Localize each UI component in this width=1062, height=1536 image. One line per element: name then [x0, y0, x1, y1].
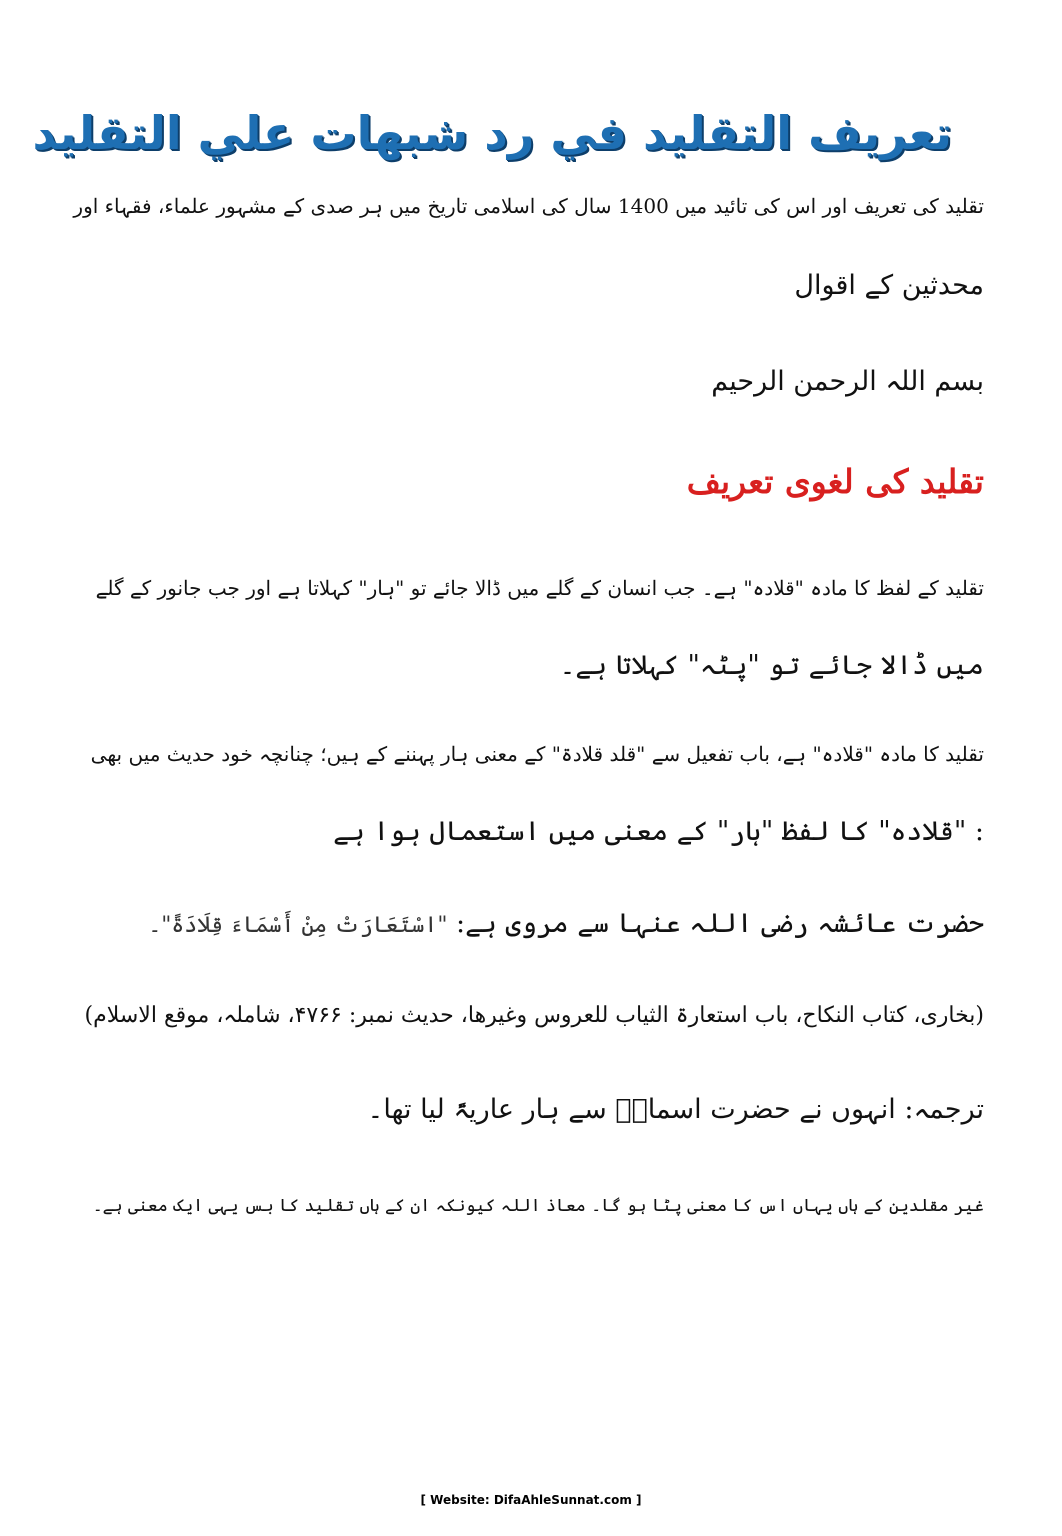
hadith-line [148, 884, 984, 966]
hadith-arabic: "اسْتَعَارَتْ مِنْ أَسْمَاءَ قِلَادَةً"۔ [148, 913, 448, 938]
paragraph-1-line-1: تقلید کے لفظ کا مادہ "قلادہ" ہے۔ جب انسان کے گلے میں ڈالا جائے تو "ہار" کہلاتا ہے اور جب جانور کے گلے [95, 576, 984, 600]
intro-line-2: محدثین کے اقوال [794, 270, 984, 301]
hadith-reference: (بخاری، کتاب النکاح، باب استعارۃ الثیاب للعروس وغیرھا، حدیث نمبر: ۴۷۶۶، شاملہ، موقع الاسلام) [84, 1003, 984, 1028]
closing-paragraph: غیر مقلدین کے ہاں یہاں اس کا معنی پٹا ہو گا۔ معاذ اللہ کیونکہ ان کے ہاں تقلید کا بس یہی ایک معنی ہے۔ [92, 1196, 984, 1216]
bismillah: بسم اللہ الرحمن الرحیم [711, 366, 984, 397]
paragraph-1-line-2: میں ڈالا جائے تو "پٹہ" کہلاتا ہے۔ [559, 650, 984, 681]
hadith-urdu: حضرت عائشہ رضی اللہ عنہا سے مروی ہے: [456, 908, 984, 939]
intro-line-1: تقلید کی تعریف اور اس کی تائید میں 1400 سال کی اسلامی تاریخ میں ہر صدی کے مشہور علماء، فقہاء اور [73, 194, 984, 218]
section-heading: تقلید کی لغوی تعریف [686, 462, 984, 501]
website-footer: [ Website: DifaAhleSunnat.com ] [420, 1493, 642, 1507]
document-title: تعريف التقليد في رد شبهات علي التقليد [32, 106, 952, 160]
translation: ترجمہ: انہوں نے حضرت اسماءؓ سے ہار عاریۃً لیا تھا۔ [367, 1094, 984, 1125]
paragraph-2-line-2: : "قلادہ" کا لفظ "ہار" کے معنی میں استعمال ہوا ہے [333, 816, 984, 847]
paragraph-2-line-1: تقلید کا مادہ "قلادہ" ہے، باب تفعیل سے "قلد قلادۃ" کے معنی ہار پہننے کے ہیں؛ چنانچہ خود حدیث میں بھی [90, 742, 984, 766]
